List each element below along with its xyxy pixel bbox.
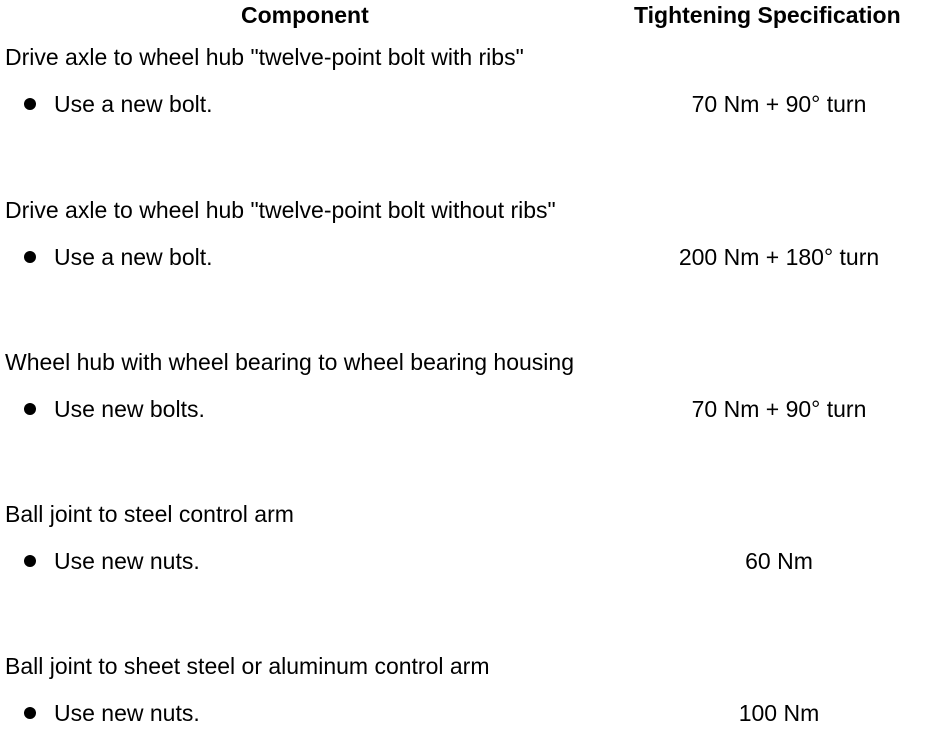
tightening-spec: 200 Nm + 180° turn — [678, 244, 880, 270]
service-note: Use new bolts. — [54, 396, 205, 422]
service-note: Use new nuts. — [54, 700, 200, 726]
tightening-spec: 70 Nm + 90° turn — [691, 396, 867, 422]
bullet-icon — [24, 98, 36, 110]
spec-row — [0, 500, 944, 630]
tightening-spec: 60 Nm — [745, 548, 813, 574]
bullet-icon — [24, 555, 36, 567]
service-note: Use a new bolt. — [54, 244, 213, 270]
tightening-spec: 70 Nm + 90° turn — [691, 91, 867, 117]
spec-row — [0, 43, 944, 173]
spec-row — [0, 348, 944, 478]
spec-row — [0, 196, 944, 326]
component-column-header: Component — [241, 2, 369, 28]
tightening-specification-column-header: Tightening Specification — [634, 2, 901, 28]
component-name: Drive axle to wheel hub "twelve-point bolt without ribs" — [5, 197, 556, 223]
bullet-icon — [24, 707, 36, 719]
bullet-icon — [24, 251, 36, 263]
component-name: Ball joint to sheet steel or aluminum control arm — [5, 653, 490, 679]
service-note: Use a new bolt. — [54, 91, 213, 117]
bullet-icon — [24, 403, 36, 415]
component-name: Drive axle to wheel hub "twelve-point bolt with ribs" — [5, 44, 524, 70]
service-note: Use new nuts. — [54, 548, 200, 574]
component-name: Wheel hub with wheel bearing to wheel bearing housing — [5, 349, 574, 375]
component-name: Ball joint to steel control arm — [5, 501, 294, 527]
spec-row — [0, 652, 944, 734]
tightening-spec: 100 Nm — [738, 700, 820, 726]
